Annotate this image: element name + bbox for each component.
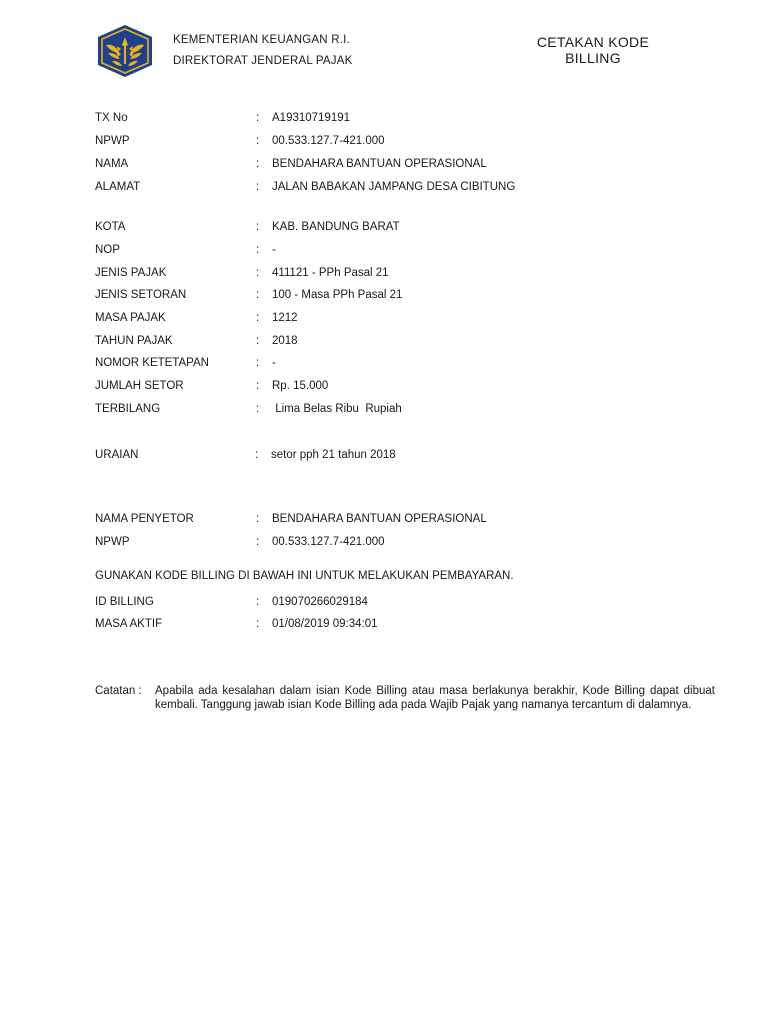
field-value: Lima Belas Ribu Rupiah	[272, 403, 402, 415]
field-value: setor pph 21 tahun 2018	[271, 449, 396, 461]
field-label: TX No	[95, 112, 128, 124]
field-label: URAIAN	[95, 449, 139, 461]
note-text: Apabila ada kesalahan dalam isian Kode Billing atau masa berlakunya berakhir, Kode Billing dapat dibuat kembali. Tanggung jawab isian Kode Billing ada pada Wajib Pajak yang namanya tercantum di dalamnya.	[155, 685, 715, 711]
field-value: 1212	[272, 312, 298, 324]
field-value: 01/08/2019 09:34:01	[272, 618, 378, 630]
field-separator: :	[256, 135, 260, 147]
field-label: JUMLAH SETOR	[95, 380, 184, 392]
field-value: 2018	[272, 335, 298, 347]
field-separator: :	[256, 513, 260, 525]
field-separator: :	[256, 244, 260, 256]
field-value: 411121 - PPh Pasal 21	[272, 267, 389, 279]
field-label: MASA PAJAK	[95, 312, 166, 324]
field-value: JALAN BABAKAN JAMPANG DESA CIBITUNG	[272, 181, 516, 193]
field-value: 100 - Masa PPh Pasal 21	[272, 289, 403, 301]
note-section	[95, 684, 715, 712]
document-title-line2: BILLING	[565, 50, 621, 66]
field-value: Rp. 15.000	[272, 380, 329, 392]
field-label: KOTA	[95, 221, 126, 233]
field-value: 00.533.127.7-421.000	[272, 135, 385, 147]
field-label: JENIS PAJAK	[95, 267, 167, 279]
field-separator: :	[256, 289, 260, 301]
field-label: NAMA	[95, 158, 129, 170]
field-label: TAHUN PAJAK	[95, 335, 173, 347]
field-label: NOMOR KETETAPAN	[95, 357, 209, 369]
org-name-line2: DIREKTORAT JENDERAL PAJAK	[173, 55, 353, 67]
field-label: NOP	[95, 244, 120, 256]
org-name-line1: KEMENTERIAN KEUANGAN R.I.	[173, 34, 350, 46]
field-label: NPWP	[95, 135, 130, 147]
field-separator: :	[256, 267, 260, 279]
field-label: ALAMAT	[95, 181, 141, 193]
field-label: JENIS SETORAN	[95, 289, 187, 301]
document-title	[520, 34, 666, 66]
field-value: KAB. BANDUNG BARAT	[272, 221, 400, 233]
field-value: 019070266029184	[272, 596, 368, 608]
field-separator: :	[256, 536, 260, 548]
field-separator: :	[256, 221, 260, 233]
field-label: TERBILANG	[95, 403, 161, 415]
field-separator: :	[256, 312, 260, 324]
field-separator: :	[256, 596, 260, 608]
field-value: -	[272, 244, 276, 256]
kemenkeu-logo	[94, 23, 156, 79]
field-label: NPWP	[95, 536, 130, 548]
field-value: 00.533.127.7-421.000	[272, 536, 385, 548]
field-label: MASA AKTIF	[95, 618, 163, 630]
field-value: A19310719191	[272, 112, 351, 124]
field-label: NAMA PENYETOR	[95, 513, 194, 525]
document-title-line1: CETAKAN KODE	[536, 34, 650, 50]
note-label: Catatan :	[95, 685, 142, 697]
field-value: BENDAHARA BANTUAN OPERASIONAL	[272, 513, 487, 525]
field-value: -	[272, 357, 276, 369]
field-value: BENDAHARA BANTUAN OPERASIONAL	[272, 158, 487, 170]
field-separator: :	[256, 357, 260, 369]
field-separator: :	[256, 618, 260, 630]
field-separator: :	[256, 335, 260, 347]
field-label: ID BILLING	[95, 596, 154, 608]
field-separator: :	[255, 449, 259, 461]
field-separator: :	[256, 403, 260, 415]
field-separator: :	[256, 112, 260, 124]
field-separator: :	[256, 158, 260, 170]
payment-notice: GUNAKAN KODE BILLING DI BAWAH INI UNTUK MELAKUKAN PEMBAYARAN.	[95, 570, 514, 582]
field-separator: :	[256, 380, 260, 392]
field-separator: :	[256, 181, 260, 193]
